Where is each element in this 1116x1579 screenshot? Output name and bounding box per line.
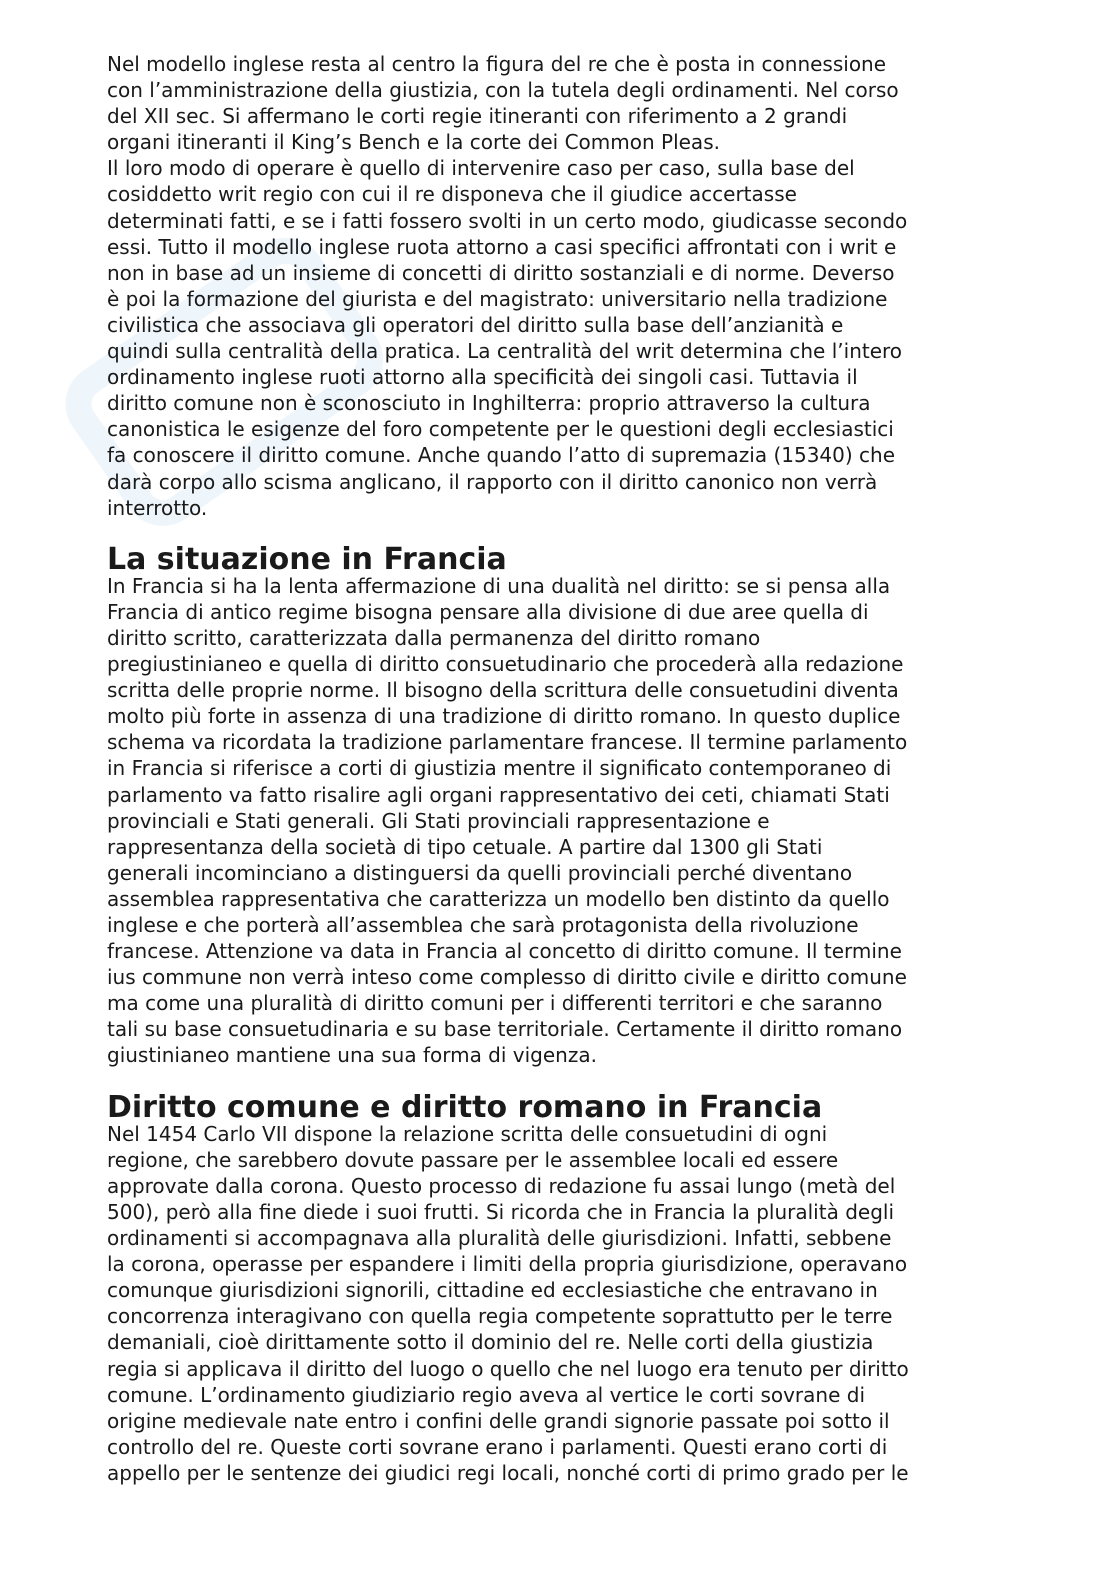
section-body-france: In Francia si ha la lenta affermazione di una dualità nel diritto: se si pensa alla Francia di antico regime bisogna pensare alla divisione di due aree quella di diritto scritto, caratterizzata dalla permanenza del diritto romano pregiustinianeo e quella di diritto consuetudinario che procederà alla redazione scritta delle proprie norme. Il bisogno della scrittura delle consuetudini diventa molto più forte in assenza di una tradizione di diritto romano. In questo duplice schema va ricordata la tradizione parlamentare francese. Il termine parlamento in Francia si riferisce a corti di giustizia mentre il significato contemporaneo di parlamento va fatto risalire agli organi rappresentativo dei ceti, chiamati Stati provinciali e Stati generali. Gli Stati provinciali rappresentazione e rappresentanza della società di tipo cetuale. A partire dal 1300 gli Stati generali incominciano a distinguersi da quelli provinciali perché diventano assemblea rappresentativa che caratterizza un modello ben distinto da quello inglese e che porterà all’assemblea che sarà protagonista della rivoluzione francese. Attenzione va data in Francia al concetto di diritto comune. Il termine ius commune non verrà inteso come complesso di diritto civile e diritto comune ma come una pluralità di diritto comuni per i differenti territori e che saranno tali su base consuetudinaria e su base territoriale. Certamente il diritto romano giustinianeo mantiene una sua forma di vigenza. bbox=[107, 573, 908, 1068]
section-body-roman-law: Nel 1454 Carlo VII dispone la relazione scritta delle consuetudini di ogni regione, che sarebbero dovute passare per le assemblee locali ed essere approvate dalla corona. Questo processo di redazione fu assai lungo (metà del 500), però alla fine diede i suoi frutti. Si ricorda che in Francia la pluralità degli ordinamenti si accompagnava alla pluralità delle giurisdizioni. Infatti, sebbene la corona, operasse per espandere i limiti della propria giurisdizione, operavano comunque giurisdizioni signorili, cittadine ed ecclesiastiche che entravano in concorrenza interagivano con quella regia competente soprattutto per le terre demaniali, cioè dirittamente sotto il dominio del re. Nelle corti della giustizia regia si applicava il diritto del luogo o quello che nel luogo era tenuto per diritto comune. L’ordinamento giudiziario regio aveva al vertice le corti sovrane di origine medievale nate entro i confini delle grandi signorie passate poi sotto il controllo del re. Queste corti sovrane erano i parlamenti. Questi erano corti di appello per le sentenze dei giudici regi locali, nonché corti di primo grado per le bbox=[107, 1121, 909, 1485]
section-heading-france: La situazione in Francia bbox=[107, 541, 507, 577]
document-content bbox=[107, 51, 1007, 1486]
intro-paragraph: Nel modello inglese resta al centro la figura del re che è posta in connessione con l’amministrazione della giustizia, con la tutela degli ordinamenti. Nel corso del XII sec. Si affermano le corti regie itineranti con riferimento a 2 grandi organi itineranti il King’s Bench e la corte dei Common Pleas. Il loro modo di operare è quello di intervenire caso per caso, sulla base del cosiddetto writ regio con cui il re disponeva che il giudice accertasse determinati fatti, e se i fatti fossero svolti in un certo modo, giudicasse secondo essi. Tutto il modello inglese ruota attorno a casi specifici affrontati con i writ e non in base ad un insieme di concetti di diritto sostanziali e di norme. Deverso è poi la formazione del giurista e del magistrato: universitario nella tradizione civilistica che associava gli operatori del diritto sulla base dell’anzianità e quindi sulla centralità della pratica. La centralità del writ determina che l’intero ordinamento inglese ruoti attorno alla specificità dei singoli casi. Tuttavia il diritto comune non è sconosciuto in Inghilterra: proprio attraverso la cultura canonistica le esigenze del foro competente per le questioni degli ecclesiastici fa conoscere il diritto comune. Anche quando l’atto di supremazia (15340) che darà corpo allo scisma anglicano, il rapporto con il diritto canonico non verrà interrotto. bbox=[107, 52, 908, 520]
section-heading-roman-law: Diritto comune e diritto romano in Francia bbox=[107, 1089, 823, 1125]
